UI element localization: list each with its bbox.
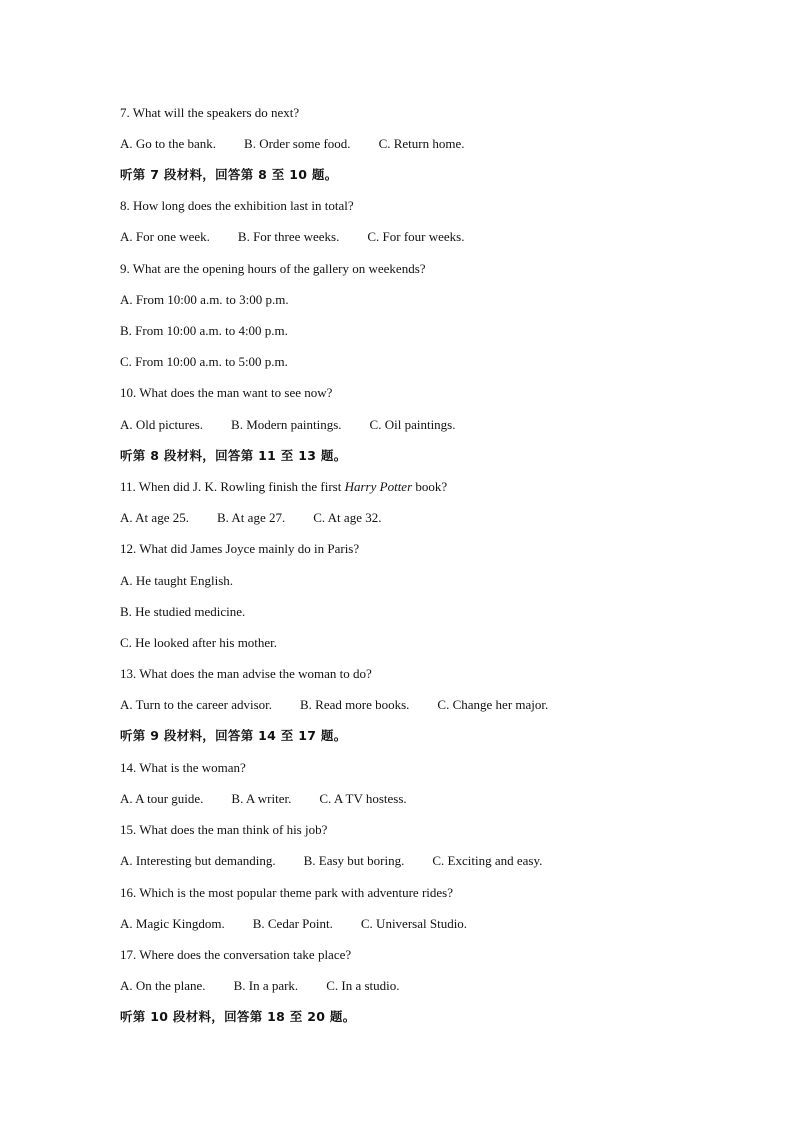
- option-c: C. Oil paintings.: [369, 417, 456, 432]
- option-c: C. A TV hostess.: [319, 791, 407, 806]
- option-b: B. Read more books.: [300, 697, 410, 712]
- question-14-stem: 14. What is the woman?: [120, 760, 246, 775]
- option-a: A. Old pictures.: [120, 417, 204, 432]
- question-9-option-a: A. From 10:00 a.m. to 3:00 p.m.: [120, 292, 289, 307]
- question-8-stem: 8. How long does the exhibition last in total?: [120, 198, 354, 213]
- question-10-stem: 10. What does the man want to see now?: [120, 385, 333, 400]
- option-c: C. At age 32.: [313, 510, 382, 525]
- question-11-options: [120, 510, 381, 526]
- question-12-option-a: A. He taught English.: [120, 573, 234, 588]
- option-b: B. At age 27.: [216, 510, 286, 525]
- question-17-options: [120, 978, 400, 994]
- question-8-options: [120, 229, 465, 245]
- option-b: B. Cedar Point.: [252, 916, 333, 931]
- question-10-options: [120, 417, 456, 433]
- question-16-options: [120, 916, 467, 932]
- question-11-stem: [120, 479, 447, 495]
- option-a: A. For one week.: [120, 229, 210, 244]
- question-7-stem: 7. What will the speakers do next?: [120, 105, 300, 120]
- book-title: Harry Potter: [344, 479, 413, 494]
- option-c: C. Change her major.: [437, 697, 549, 712]
- option-a: A. Go to the bank.: [120, 136, 217, 151]
- question-9-stem: 9. What are the opening hours of the gallery on weekends?: [120, 261, 426, 276]
- option-a: A. At age 25.: [120, 510, 189, 525]
- question-9-option-b: B. From 10:00 a.m. to 4:00 p.m.: [120, 323, 288, 338]
- option-c: C. Universal Studio.: [360, 916, 468, 931]
- question-14-options: [120, 791, 407, 807]
- section-heading-10: 听第 10 段材料，回答第 18 至 20 题。: [120, 1009, 356, 1024]
- stem-text: 11. When did J. K. Rowling finish the first: [120, 479, 345, 494]
- option-a: A. On the plane.: [120, 978, 206, 993]
- option-a: A. Magic Kingdom.: [120, 916, 225, 931]
- question-9-option-c: C. From 10:00 a.m. to 5:00 p.m.: [120, 354, 288, 369]
- question-12-option-b: B. He studied medicine.: [120, 604, 246, 619]
- question-12-stem: 12. What did James Joyce mainly do in Paris?: [120, 541, 360, 556]
- option-a: A. Interesting but demanding.: [120, 853, 276, 868]
- option-a: A. Turn to the career advisor.: [120, 697, 273, 712]
- option-c: C. Exciting and easy.: [432, 853, 543, 868]
- stem-text-end: book?: [412, 479, 448, 494]
- question-15-stem: 15. What does the man think of his job?: [120, 822, 328, 837]
- option-b: B. Order some food.: [244, 136, 351, 151]
- question-15-options: [120, 853, 542, 869]
- question-12-option-c: C. He looked after his mother.: [120, 635, 278, 650]
- question-13-stem: 13. What does the man advise the woman to do?: [120, 666, 372, 681]
- question-7-options: [120, 136, 465, 152]
- option-b: B. Modern paintings.: [231, 417, 342, 432]
- option-b: B. Easy but boring.: [303, 853, 405, 868]
- option-b: B. In a park.: [233, 978, 299, 993]
- section-heading-9: 听第 9 段材料，回答第 14 至 17 题。: [120, 728, 347, 743]
- section-heading-7: 听第 7 段材料，回答第 8 至 10 题。: [120, 167, 338, 182]
- option-c: C. Return home.: [378, 136, 465, 151]
- option-b: B. A writer.: [231, 791, 292, 806]
- question-16-stem: 16. Which is the most popular theme park with adventure rides?: [120, 885, 453, 900]
- option-b: B. For three weeks.: [237, 229, 340, 244]
- option-c: C. In a studio.: [326, 978, 400, 993]
- option-a: A. A tour guide.: [120, 791, 204, 806]
- question-13-options: [120, 697, 548, 713]
- option-c: C. For four weeks.: [367, 229, 465, 244]
- question-17-stem: 17. Where does the conversation take place?: [120, 947, 352, 962]
- section-heading-8: 听第 8 段材料，回答第 11 至 13 题。: [120, 448, 347, 463]
